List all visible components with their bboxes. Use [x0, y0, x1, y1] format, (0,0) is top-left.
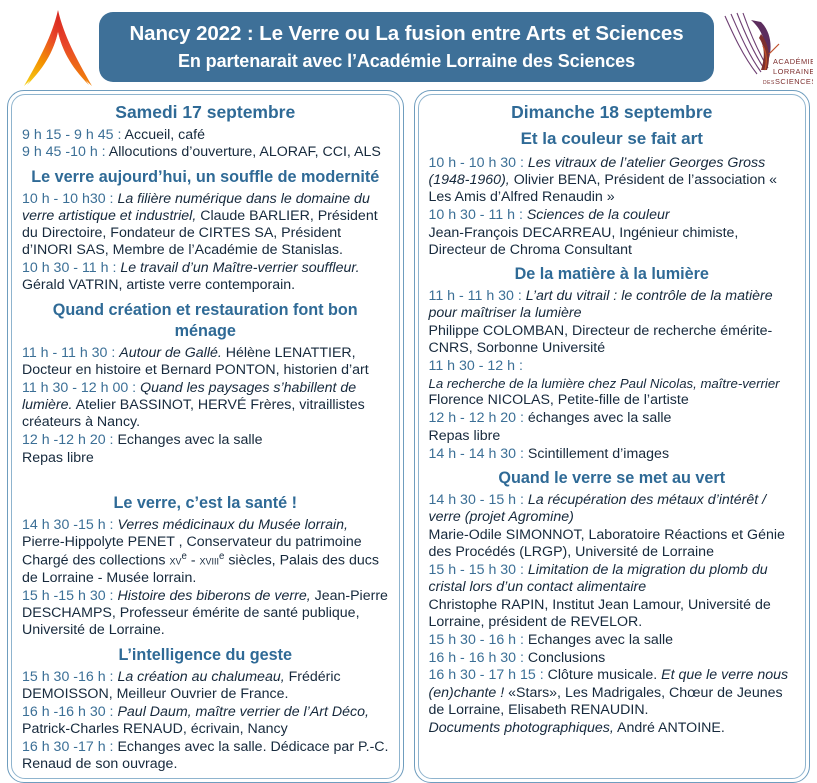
entry-time: 12 h - 12 h 20 :	[428, 410, 528, 427]
entry-title: Autour de Gallé.	[119, 344, 222, 361]
entry-text: Conclusions	[527, 649, 606, 666]
sunday-day-title: Dimanche 18 septembre	[511, 102, 713, 122]
list-item	[429, 492, 796, 527]
entry-text: Jean-Pierre DESCHAMPS, Professeur émérite de santé publique, Université de Lorraine.	[22, 587, 388, 639]
list-item	[429, 667, 796, 719]
banner-title-secondary: En partenarait avec l’Académie Lorraine des Sciences	[177, 50, 636, 71]
entry-title: Limitation de la migration du plomb du cristal lors d’un contact alimentaire	[428, 561, 768, 596]
list-item	[429, 410, 796, 427]
logo-text-sciences: SCIENCES	[775, 77, 813, 86]
list-item	[22, 704, 389, 739]
arc-gradient-a-logo	[22, 6, 94, 90]
entry-time: 16 h 30 - 17 h 15 :	[428, 667, 548, 684]
entry-text: Florence NICOLAS, Petite-fille de l’artiste	[428, 392, 689, 409]
entry-text: Atelier BASSINOT, HERVÉ Frères, vitraillistes créateurs à Nancy.	[22, 397, 365, 431]
entry-time: 16 h 30 -17 h :	[22, 738, 118, 755]
list-item	[429, 650, 796, 667]
entry-time: 12 h -12 h 20 :	[22, 432, 118, 449]
saturday-panel	[7, 90, 404, 783]
century-numeral: xv	[169, 552, 182, 568]
entry-text: Scintillement d’images	[527, 445, 670, 462]
entry-title: La recherche de la lumière chez Paul Nicolas, maître-verrier	[428, 375, 780, 391]
entry-time: 14 h 30 - 15 h :	[428, 491, 528, 508]
entry-time: 11 h - 11 h 30 :	[22, 344, 120, 361]
entry-text: Hélène LENATTIER, Docteur en histoire et Bernard PONTON, historien d’art	[22, 344, 369, 379]
list-item	[429, 155, 796, 207]
saturday-day-title: Samedi 17 septembre	[115, 102, 296, 122]
section-title: L’intelligence du geste	[118, 645, 293, 664]
entry-text: Gérald VATRIN, artiste verre contemporain.	[22, 277, 296, 294]
entry-title: Le travail d’un Maître-verrier souffleur.	[120, 260, 360, 277]
entry-title: Les vitraux de l’atelier Georges Gross (1948-1960),	[428, 154, 766, 188]
century-numeral: xviii	[199, 552, 219, 568]
entry-time: 14 h 30 -15 h :	[22, 516, 118, 533]
list-item	[429, 376, 796, 392]
entry-time: 16 h -16 h 30 :	[22, 703, 118, 720]
entry-title: Et que le verre nous (en)chante !	[428, 667, 789, 701]
logo-text-des: DES	[763, 80, 775, 86]
list-item	[22, 380, 389, 432]
list-item	[429, 446, 796, 463]
list-item	[429, 358, 796, 375]
program-columns	[0, 90, 817, 783]
entry-title: Histoire des biberons de verre,	[117, 587, 311, 604]
list-item	[429, 527, 796, 562]
list-item	[429, 392, 796, 409]
entry-text: Patrick-Charles RENAUD, écrivain, Nancy	[22, 720, 288, 737]
list-item	[429, 597, 796, 632]
list-item	[22, 450, 389, 467]
ordinal-suffix: e	[219, 551, 225, 563]
list-item	[429, 225, 796, 260]
section-title: Le verre, c’est la santé !	[113, 493, 298, 512]
section-title: De la matière à la lumière	[514, 265, 709, 284]
entry-title: Verres médicinaux du Musée lorrain,	[117, 516, 348, 533]
entry-title: Sciences de la couleur	[526, 206, 670, 223]
entry-text: Echanges avec la salle. Dédicace par P.-C. Renaud de son ouvrage.	[22, 738, 389, 772]
entry-title: L’art du vitrail : le contrôle de la matière pour maîtriser la lumière	[428, 288, 773, 322]
list-item	[429, 720, 796, 737]
list-item	[22, 432, 389, 449]
entry-time: 10 h 30 - 11 h :	[22, 260, 121, 277]
banner-title-primary: Nancy 2022 : Le Verre ou La fusion entre Arts et Sciences	[129, 21, 684, 45]
entry-text: Repas libre	[428, 427, 501, 444]
list-item	[22, 260, 389, 295]
section-title: Le verre aujourd’hui, un souffle de modernité	[31, 167, 380, 186]
list-item	[429, 428, 796, 445]
entry-text: Christophe RAPIN, Institut Jean Lamour, Université de Lorraine, président de REVELOR.	[428, 596, 771, 631]
entry-text: -	[186, 552, 200, 569]
entry-title: Quand les paysages s’habillent de lumière.	[22, 379, 357, 414]
entry-time: 15 h 30 - 16 h :	[428, 631, 528, 648]
list-item	[429, 288, 796, 323]
title-banner	[99, 12, 714, 82]
entry-text: Allocutions d’ouverture, ALORAF, CCI, ALS	[108, 144, 381, 161]
entry-time: 9 h 15 - 9 h 45 :	[22, 126, 125, 143]
entry-time: 10 h - 10 h 30 :	[428, 154, 528, 171]
entry-title: Documents photographiques,	[428, 719, 614, 736]
entry-text: Echanges avec la salle	[527, 631, 674, 648]
list-item	[22, 191, 389, 260]
entry-text: Clôture musicale.	[547, 667, 662, 684]
entry-text: siècles, Palais des ducs de Lorraine - Musée lorrain.	[22, 552, 379, 587]
entry-text: Frédéric DEMOISSON, Meilleur Ouvrier de France.	[22, 668, 341, 702]
entry-time: 11 h - 11 h 30 :	[428, 288, 526, 305]
sunday-day-subtitle: Et la couleur se fait art	[520, 128, 703, 148]
entry-time: 16 h - 16 h 30 :	[428, 649, 528, 666]
entry-time: 15 h 30 -16 h :	[22, 668, 118, 685]
list-item	[429, 562, 796, 597]
entry-time: 11 h 30 - 12 h 00 :	[22, 379, 141, 396]
entry-title: Paul Daum, maître verrier de l’Art Déco,	[117, 703, 369, 720]
spacer	[22, 468, 389, 488]
logo-text-lorraine: LORRAINE	[773, 67, 813, 76]
entry-text: Jean-François DECARREAU, Ingénieur chimiste, Directeur de Chroma Consultant	[428, 224, 739, 258]
entry-text: Marie-Odile SIMONNOT, Laboratoire Réactions et Génie des Procédés (LRGP), Université de Lorraine	[428, 526, 785, 561]
ordinal-suffix: e	[181, 551, 187, 563]
list-item	[429, 323, 796, 358]
entry-text: Pierre-Hippolyte PENET , Conservateur du patrimoine Chargé des collections	[22, 533, 362, 569]
entry-text: Accueil, café	[124, 126, 205, 143]
section-title: Quand création et restauration font bon ménage	[52, 300, 358, 340]
entry-title: La récupération des métaux d’intérêt / verre (projet Agromine)	[428, 491, 767, 526]
entry-text: Philippe COLOMBAN, Directeur de recherche émérite-CNRS, Sorbonne Université	[428, 323, 773, 357]
logo-text-academie: ACADÉMIE	[773, 57, 813, 66]
entry-text: Repas libre	[22, 449, 94, 466]
entry-time: 11 h 30 - 12 h :	[428, 358, 523, 375]
section-title: Quand le verre se met au vert	[498, 468, 726, 487]
entry-time: 15 h - 15 h 30 :	[428, 561, 528, 578]
list-item	[22, 669, 389, 704]
entry-time: 10 h 30 - 11 h :	[428, 206, 527, 223]
entry-time: 14 h - 14 h 30 :	[428, 445, 528, 462]
entry-time: 9 h 45 -10 h :	[22, 144, 109, 161]
list-item	[429, 207, 796, 224]
entry-time: 15 h -15 h 30 :	[22, 587, 118, 604]
list-item	[22, 144, 389, 161]
sunday-panel	[414, 90, 811, 783]
list-item	[22, 345, 389, 380]
list-item	[429, 632, 796, 649]
list-item	[22, 739, 389, 774]
list-item	[22, 127, 389, 144]
entry-title: La filière numérique dans le domaine du verre artistique et industriel,	[22, 190, 370, 224]
academie-lorraine-des-sciences-logo	[717, 4, 813, 92]
entry-title: La création au chalumeau,	[117, 668, 285, 685]
entry-text: Echanges avec la salle	[117, 432, 263, 449]
page-header	[0, 0, 817, 94]
list-item	[22, 588, 389, 640]
entry-time: 10 h - 10 h30 :	[22, 190, 118, 207]
entry-text: «Stars», Les Madrigales, Chœur de Jeunes de Lorraine, Elisabeth RENAUDIN.	[428, 684, 783, 718]
entry-text: André ANTOINE.	[613, 719, 725, 736]
entry-text: Claude BARLIER, Président du Directoire, Fondateur de CIRTES SA, Président d’INORI SAS, Membre de l’Académie de Stanislas.	[22, 207, 378, 259]
list-item	[22, 517, 389, 588]
entry-text: échanges avec la salle	[527, 410, 672, 427]
entry-text: Olivier BENA, Président de l’association « Les Amis d’Alfred Renaudin »	[428, 171, 778, 206]
